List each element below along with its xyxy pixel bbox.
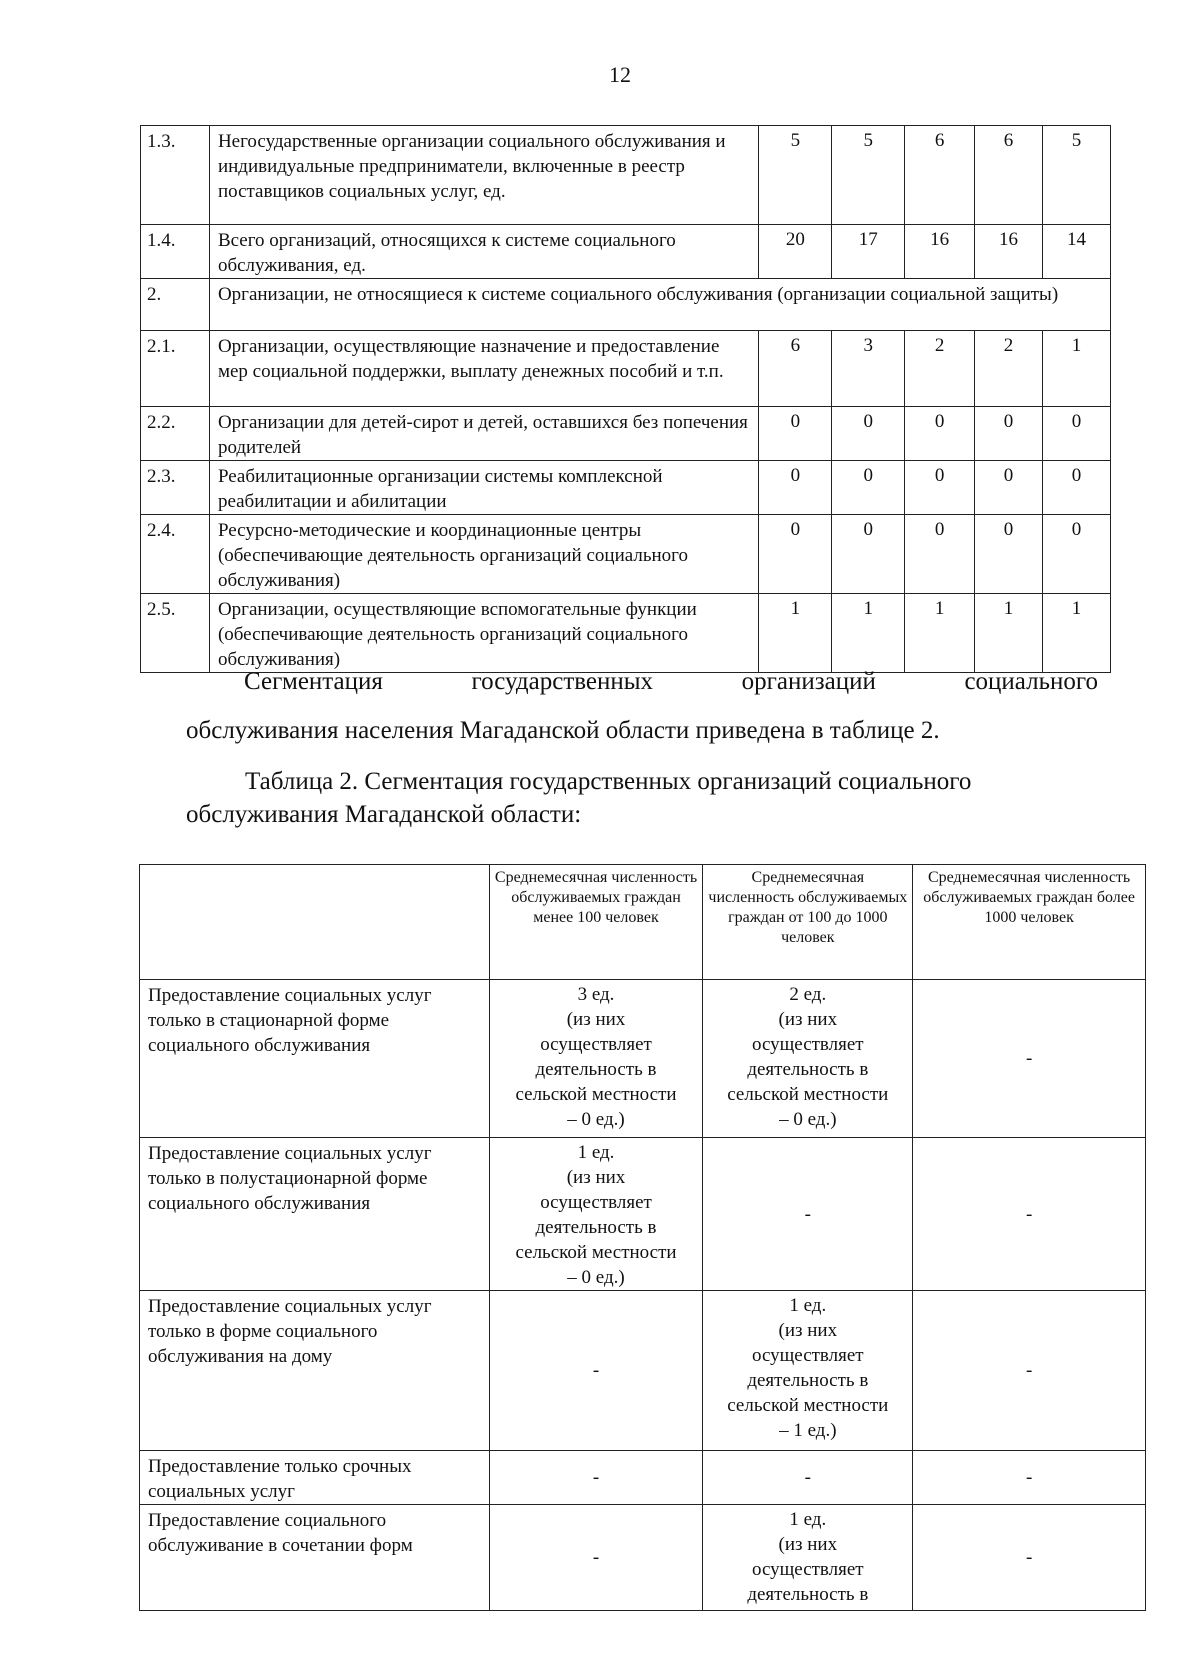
row-description: Организации для детей-сирот и детей, оставшихся без попечения родителей [209, 407, 758, 461]
value-cell: 0 [759, 407, 832, 461]
table-cell: - [913, 1505, 1146, 1611]
value-cell: 0 [1043, 461, 1111, 515]
value-cell: 0 [1043, 515, 1111, 594]
segmentation-table [139, 864, 1146, 1611]
table-row [140, 1451, 1146, 1505]
value-cell: 5 [832, 126, 905, 225]
row-label: Предоставление социальных услуг только в форме социального обслуживания на дому [140, 1291, 490, 1451]
table-row [141, 225, 1111, 279]
value-cell: 1 [975, 594, 1043, 673]
value-cell: 1 [905, 594, 975, 673]
value-cell: 0 [975, 515, 1043, 594]
value-cell: 16 [905, 225, 975, 279]
table-cell: - [913, 980, 1146, 1138]
value-cell: 1 [1043, 594, 1111, 673]
table-row [141, 594, 1111, 673]
table-cell: - [913, 1291, 1146, 1451]
table-cell: 2 ед. (из них осуществляет деятельность в сельской местности – 0 ед.) [703, 980, 913, 1138]
header-row [140, 865, 1146, 980]
value-cell: 2 [905, 331, 975, 407]
table-cell: 1 ед. (из них осуществляет деятельность в [703, 1505, 913, 1611]
value-cell: 0 [905, 461, 975, 515]
table-cell: 1 ед. (из них осуществляет деятельность в сельской местности – 0 ед.) [489, 1138, 703, 1291]
table-cell: - [489, 1291, 703, 1451]
row-number: 1.4. [141, 225, 210, 279]
table-row [140, 1505, 1146, 1611]
header-cell: Среднемесячная численность обслуживаемых граждан менее 100 человек [489, 865, 703, 980]
value-cell: 16 [975, 225, 1043, 279]
value-cell: 3 [832, 331, 905, 407]
value-cell: 2 [975, 331, 1043, 407]
value-cell: 0 [1043, 407, 1111, 461]
row-number: 2.4. [141, 515, 210, 594]
row-number: 2.3. [141, 461, 210, 515]
value-cell: 5 [1043, 126, 1111, 225]
table-row [141, 331, 1111, 407]
value-cell: 1 [1043, 331, 1111, 407]
table-cell: - [489, 1505, 703, 1611]
row-number: 2.1. [141, 331, 210, 407]
value-cell: 0 [832, 407, 905, 461]
value-cell: 5 [759, 126, 832, 225]
table-row [140, 1291, 1146, 1451]
table-row [140, 980, 1146, 1138]
value-cell: 1 [759, 594, 832, 673]
value-cell: 0 [759, 515, 832, 594]
table-row [141, 279, 1111, 331]
header-cell: Среднемесячная численность обслуживаемых граждан от 100 до 1000 человек [703, 865, 913, 980]
table-caption: обслуживания Магаданской области: [186, 801, 582, 828]
value-cell: 6 [759, 331, 832, 407]
value-cell: 6 [905, 126, 975, 225]
table-row [141, 461, 1111, 515]
page-number: 12 [609, 62, 631, 87]
table-caption: Таблица 2. Сегментация государственных организаций социального [245, 768, 972, 795]
table-cell: - [913, 1451, 1146, 1505]
section-heading: Организации, не относящиеся к системе социального обслуживания (организации социальной защиты) [209, 279, 1110, 331]
table-cell: - [489, 1451, 703, 1505]
row-description: Негосударственные организации социального обслуживания и индивидуальные предприниматели, включенные в реестр поставщиков социальных услуг, ед. [209, 126, 758, 225]
table-row [141, 407, 1111, 461]
header-cell: Среднемесячная численность обслуживаемых граждан более 1000 человек [913, 865, 1146, 980]
header-cell [140, 865, 490, 980]
paragraph-line: Сегментация государственных организаций социального [244, 668, 1098, 695]
row-label: Предоставление социального обслуживание в сочетании форм [140, 1505, 490, 1611]
value-cell: 1 [832, 594, 905, 673]
value-cell: 0 [975, 407, 1043, 461]
table-cell: 3 ед. (из них осуществляет деятельность в сельской местности – 0 ед.) [489, 980, 703, 1138]
row-description: Всего организаций, относящихся к системе социального обслуживания, ед. [209, 225, 758, 279]
table-row [141, 515, 1111, 594]
table-cell: - [913, 1138, 1146, 1291]
row-number: 2.2. [141, 407, 210, 461]
table-cell: 1 ед. (из них осуществляет деятельность в сельской местности – 1 ед.) [703, 1291, 913, 1451]
table-row [140, 1138, 1146, 1291]
row-description: Реабилитационные организации системы комплексной реабилитации и абилитации [209, 461, 758, 515]
value-cell: 0 [832, 515, 905, 594]
table-cell: - [703, 1138, 913, 1291]
value-cell: 17 [832, 225, 905, 279]
organizations-table [140, 125, 1111, 673]
row-description: Организации, осуществляющие вспомогательные функции (обеспечивающие деятельность организаций социального обслуживания) [209, 594, 758, 673]
value-cell: 0 [759, 461, 832, 515]
row-description: Организации, осуществляющие назначение и предоставление мер социальной поддержки, выплату денежных пособий и т.п. [209, 331, 758, 407]
row-label: Предоставление только срочных социальных услуг [140, 1451, 490, 1505]
value-cell: 0 [905, 407, 975, 461]
value-cell: 0 [905, 515, 975, 594]
table-cell: - [703, 1451, 913, 1505]
row-label: Предоставление социальных услуг только в стационарной форме социального обслуживания [140, 980, 490, 1138]
value-cell: 20 [759, 225, 832, 279]
value-cell: 0 [832, 461, 905, 515]
row-number: 2. [141, 279, 210, 331]
paragraph-line: обслуживания населения Магаданской области приведена в таблице 2. [186, 717, 940, 744]
row-description: Ресурсно-методические и координационные центры (обеспечивающие деятельность организаций социального обслуживания) [209, 515, 758, 594]
row-label: Предоставление социальных услуг только в полустационарной форме социального обслуживания [140, 1138, 490, 1291]
row-number: 1.3. [141, 126, 210, 225]
table-row [141, 126, 1111, 225]
value-cell: 14 [1043, 225, 1111, 279]
row-number: 2.5. [141, 594, 210, 673]
value-cell: 0 [975, 461, 1043, 515]
value-cell: 6 [975, 126, 1043, 225]
